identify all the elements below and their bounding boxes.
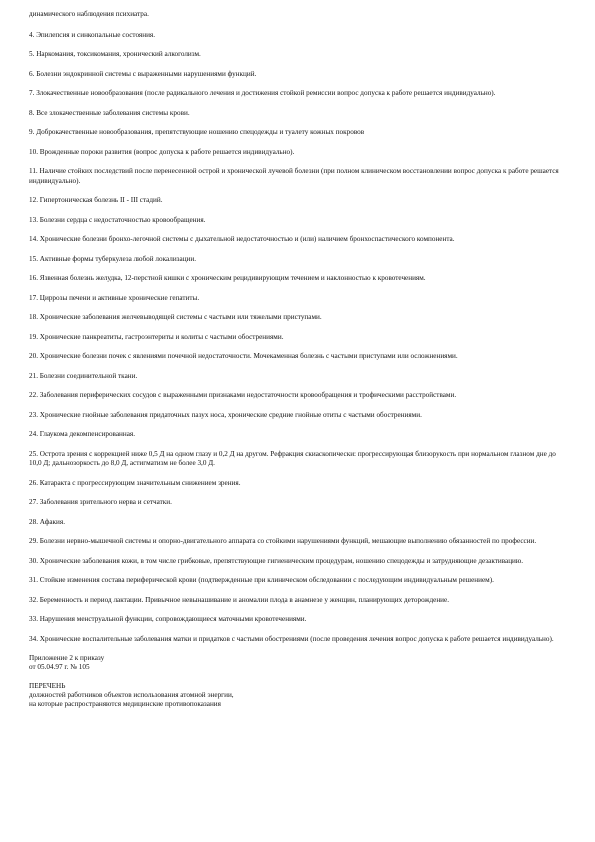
appendix-date: от 05.04.97 г. № 105 (29, 663, 90, 671)
list-item: 14. Хронические болезни бронхо-легочной системы с дыхательной недостаточностью и (или) наличием бронхоспастического компонента. (29, 235, 455, 243)
list-item: 33. Нарушения менструальной функции, сопровождающиеся маточными кровотечениями. (29, 615, 307, 623)
list-item: 29. Болезни нервно-мышечной системы и опорно-двигательного аппарата со стойкими нарушениями функций, мешающие выполнению обязанностей по профессии. (29, 537, 537, 545)
continued-item-text: динамического наблюдения психиатра. (29, 10, 149, 18)
list-heading-subtitle-2: на которые распространяются медицинские противопоказания (29, 700, 221, 708)
list-item: 17. Циррозы печени и активные хронические гепатиты. (29, 293, 200, 302)
list-item: 31. Стойкие изменения состава периферической крови (подтвержденные при клиническом обследовании с последующим индивидуальным решением). (29, 576, 494, 584)
list-item: 8. Все злокачественные заболевания системы крови. (29, 108, 190, 117)
list-item: 24. Глаукома декомпенсированная. (29, 430, 136, 438)
list-item: 27. Заболевания зрительного нерва и сетчатки. (29, 498, 172, 506)
list-item: 28. Афакия. (29, 517, 65, 526)
list-item: 13. Болезни сердца с недостаточностью кровообращения. (29, 215, 206, 224)
list-item: 9. Доброкачественные новообразования, препятствующие ношению спецодежды и туалету кожных покровов (29, 128, 365, 136)
list-item: 12. Гипертоническая болезнь II - III стадий. (29, 196, 163, 204)
list-item: 4. Эпилепсия и синкопальные состояния. (29, 30, 156, 39)
list-item: 7. Злокачественные новообразования (после радикального лечения и достижения стойкой ремиссии вопрос допуска к работе решается индивидуально). (29, 89, 496, 97)
list-item: 21. Болезни соединительной ткани. (29, 371, 138, 380)
list-item: 26. Катаракта с прогрессирующим значительным снижением зрения. (29, 478, 241, 487)
list-item: 5. Наркомания, токсикомания, хронический алкоголизм. (29, 50, 201, 58)
list-item: 30. Хронические заболевания кожи, в том числе грибковые, препятствующие гигиеническим процедурам, ношению спецодежды и затрудняющие дезактивацию. (29, 556, 524, 565)
list-heading (29, 682, 567, 709)
list-heading-title: ПЕРЕЧЕНЬ (29, 682, 66, 690)
list-item: 19. Хронические панкреатиты, гастроэнтериты и колиты с частыми обострениями. (29, 332, 284, 341)
list-item: 32. Беременность и период лактации. Привычное невынашивание и аномалии плода в анамнезе у женщин, планирующих деторождение. (29, 595, 450, 604)
list-item: 18. Хронические заболевания желчевыводящей системы с частыми или тяжелыми приступами. (29, 313, 322, 321)
list-item: 23. Хронические гнойные заболевания придаточных пазух носа, хронические средние гнойные отиты с частыми обострениями. (29, 410, 422, 419)
list-item: 20. Хронические болезни почек с явлениями почечной недостаточности. Мочекаменная болезнь с частыми приступами или осложнениями. (29, 352, 458, 360)
contraindications-list (29, 10, 567, 644)
list-item: 22. Заболевания периферических сосудов с выраженными признаками недостаточности кровообращения и трофическими расстройствами. (29, 391, 457, 399)
appendix-reference (29, 654, 567, 672)
list-item: 34. Хронические воспалительные заболевания матки и придатков с частыми обострениями (после проведения лечения вопрос допуска к работе решается индивидуально). (29, 634, 554, 643)
list-item: 25. Острота зрения с коррекцией ниже 0,5 Д на одном глазу и 0,2 Д на другом. Рефракция скиаскопически: прогрессирующая близорукость при нормальном глазном дне до 10,0 Д; дальнозоркость до 8,0 Д, астигматизм не более 3,0 Д. (29, 449, 558, 467)
appendix-title: Приложение 2 к приказу (29, 654, 105, 662)
list-heading-subtitle: должностей работников объектов использования атомной энергии, (29, 691, 234, 699)
list-item: 15. Активные формы туберкулеза любой локализации. (29, 254, 197, 263)
list-item: 16. Язвенная болезнь желудка, 12-перстной кишки с хроническим рецидивирующим течением и наклонностью к кровотечениям. (29, 274, 426, 282)
document-footer (29, 654, 567, 709)
list-item: 11. Наличие стойких последствий после перенесенной острой и хронической лучевой болезни (при полном клиническом восстановлении вопрос допуска к работе решается индивидуально). (29, 167, 561, 185)
list-item: 6. Болезни эндокринной системы с выраженными нарушениями функций. (29, 69, 257, 78)
list-item: 10. Врожденные пороки развития (вопрос допуска к работе решается индивидуально). (29, 147, 295, 156)
